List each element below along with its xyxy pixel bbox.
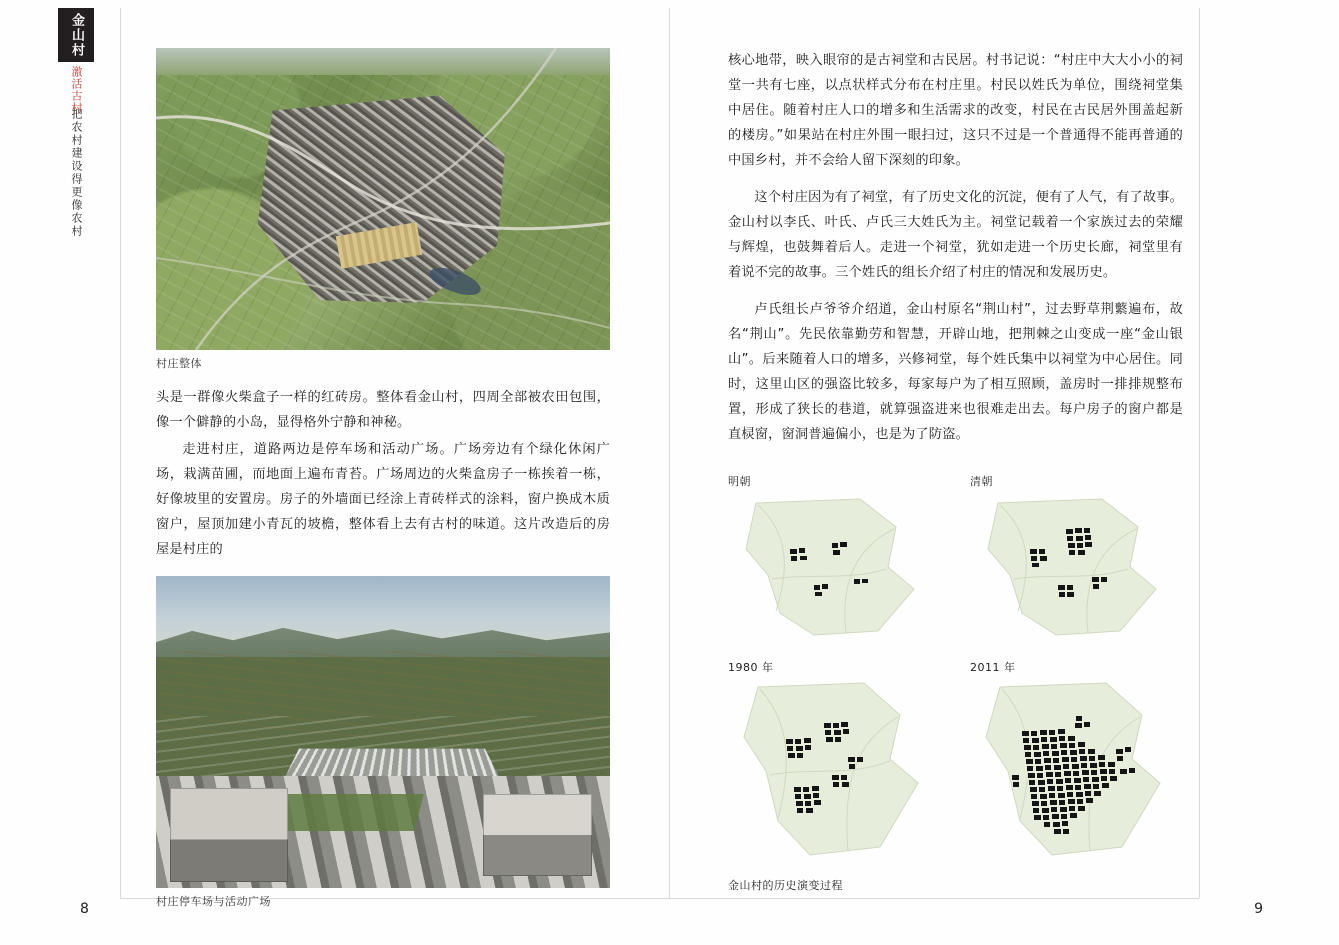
paragraph-right-1: 核心地带，映入眼帘的是古祠堂和古民居。村书记说：“村庄中大大小小的祠堂一共有七座，以点状样式分布在村庄里。村民以姓氏为单位，围绕祠堂集中居住。随着村庄人口的增多和生活需求的改变，村民在古民居外围盖起新的楼房。”如果站在村庄外围一眼扫过，这只不过是一个普通得不能再普通的中国乡村，并不会给人留下深刻的印象。 [728,53,1183,168]
paragraph-right-3: 卢氏组长卢爷爷介绍道，金山村原名“荆山村”，过去野草荆蘩遍布，故名“荆山”。先民依靠勤劳和智慧，开辟山地，把荆棘之山变成一座“金山银山”。后来随着人口的增多，兴修祠堂，每个姓氏集中以祠堂为中心居住。同时，这里山区的强盗比较多，每家每户为了相互照顾，盖房时一排排规整布置，形成了狭长的巷道，就算强盗进来也很难走出去。每户房子的窗户都是直棂窗，窗洞普遍偏小，也是为了防盗。 [728,302,1183,442]
spine-tagline-wrap [58,108,94,242]
left-column [156,48,610,923]
figure-caption-parking-plaza: 村庄停车场与活动广场 [156,895,271,908]
map-label-2011: 2011 年 [970,661,1016,674]
map-canvas-ming [728,493,940,643]
map-label-1980: 1980 年 [728,661,774,674]
column-rule-right [1199,8,1200,898]
map-canvas-2011 [970,679,1182,869]
map-canvas-1980 [728,679,940,869]
map-cell-2011 [970,659,1182,869]
paragraph-left-1: 头是一群像火柴盒子一样的红砖房。整体看金山村，四周全部被农田包围，像一个僻静的小岛，显得格外宁静和神秘。 [156,390,610,430]
map-label-ming: 明朝 [728,475,751,488]
photo-road-overlay [156,48,610,350]
spine-subtitle: 激活古村 [70,66,83,114]
figure-parking-plaza [156,576,610,909]
column-rule-middle [669,8,670,898]
page-number-left: 8 [80,901,89,917]
maps-row-2 [728,659,1183,869]
map-cell-ming [728,473,940,643]
map-cell-1980 [728,659,940,869]
paragraph-left-2: 走进村庄，道路两边是停车场和活动广场。广场旁边有个绿化休闲广场，栽满苗圃，而地面上遍布青苔。广场周边的火柴盒房子一栋挨着一栋，好像坡里的安置房。房子的外墙面已经涂上青砖样式的涂料，窗户换成木质窗户，屋顶加建小青瓦的坡檐，整体看上去有古村的味道。这片改造后的房屋是村庄的 [156,442,610,557]
photo-parking-plaza [156,576,610,888]
page-number-right: 9 [1254,901,1263,917]
map-canvas-qing [970,493,1182,643]
photo-village-aerial [156,48,610,350]
spine-tagline: 把农村建设得更像农村 [70,108,83,238]
historical-evolution-maps [728,473,1183,893]
map-cell-qing [970,473,1182,643]
right-column [728,48,1183,893]
figure-village-overview [156,48,610,371]
figure-caption-village-overview: 村庄整体 [156,357,202,370]
maps-caption: 金山村的历史演变过程 [728,879,843,892]
maps-row-1 [728,473,1183,643]
spine-title: 金山村 [69,12,84,58]
spine-title-tab [58,8,94,62]
paragraph-right-2: 这个村庄因为有了祠堂，有了历史文化的沉淀，便有了人气，有了故事。金山村以李氏、叶氏、卢氏三大姓氏为主。祠堂记载着一个家族过去的荣耀与辉煌，也鼓舞着后人。走进一个祠堂，犹如走进一个历史长廊，祠堂里有着说不完的故事。三个姓氏的组长介绍了村庄的情况和发展历史。 [728,190,1183,280]
column-rule-left [120,8,121,898]
map-label-qing: 清朝 [970,475,993,488]
